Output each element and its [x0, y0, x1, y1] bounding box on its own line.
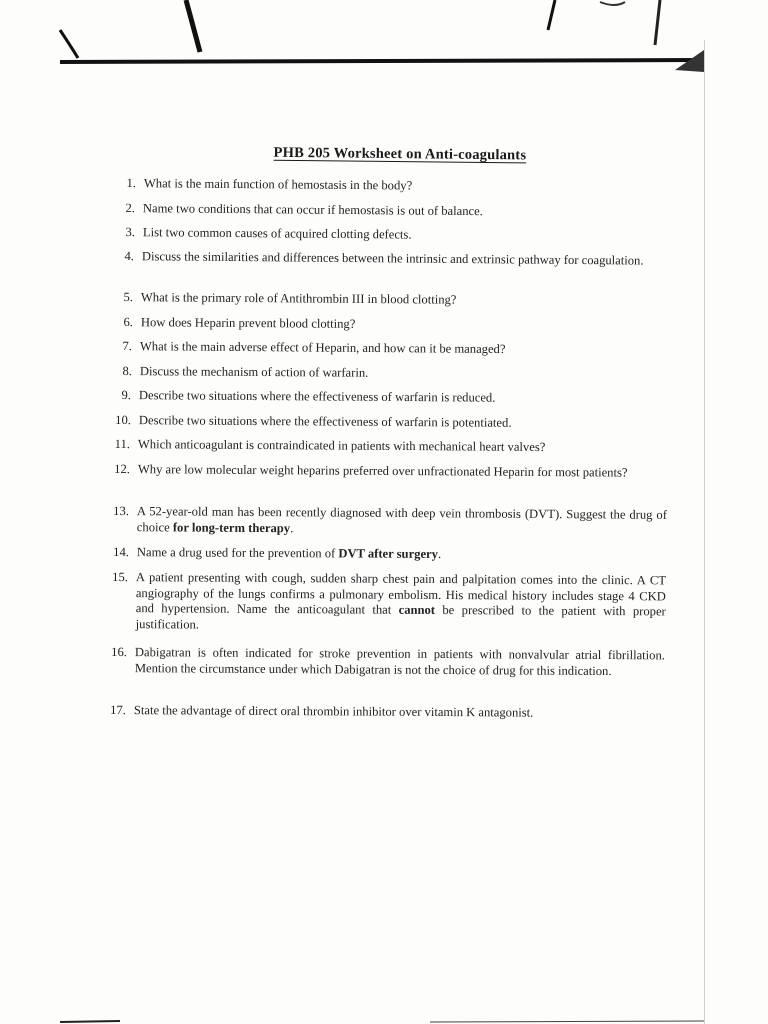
question-item — [115, 388, 675, 405]
question-item — [119, 225, 679, 242]
question-number: 15. — [112, 570, 128, 585]
question-number: 3. — [125, 225, 135, 240]
question-bold-text: DVT after surgery — [338, 546, 439, 561]
question-item — [116, 339, 676, 357]
worksheet-title: PHB 205 Worksheet on Anti-coagulants — [273, 144, 527, 164]
question-number: 10. — [115, 413, 131, 428]
question-text: Discuss the similarities and differences between the intrinsic and extrinsic pathway for coagulation. — [141, 249, 644, 268]
question-item — [118, 249, 678, 268]
question-item — [114, 462, 674, 480]
question-number: 12. — [114, 462, 130, 477]
question-text: Name two conditions that can occur if hemostasis is out of balance. — [142, 201, 483, 219]
question-item — [116, 364, 676, 380]
question-number: 13. — [113, 504, 129, 519]
question-text: Describe two situations where the effectiveness of warfarin is potentiated. — [138, 413, 512, 430]
question-item — [113, 545, 673, 562]
question-number: 7. — [122, 339, 132, 354]
question-item — [112, 570, 672, 632]
question-text-part: . — [437, 546, 442, 562]
question-number: 5. — [123, 290, 133, 305]
question-number: 9. — [121, 388, 131, 403]
question-text-part: be prescribed to the patient with proper justification. — [135, 602, 666, 632]
question-item — [119, 201, 679, 219]
question-number: 14. — [113, 545, 129, 560]
question-text: State the advantage of direct oral thrombin inhibitor over vitamin K antagonist. — [133, 703, 534, 720]
question-text — [137, 504, 667, 539]
question-number: 11. — [114, 437, 130, 452]
question-number: 17. — [110, 703, 126, 718]
question-number: 2. — [125, 201, 135, 216]
question-number: 6. — [123, 315, 133, 330]
question-bold-text: for long-term therapy — [172, 519, 291, 535]
question-text: How does Heparin prevent blood clotting? — [140, 315, 356, 331]
question-text — [136, 570, 666, 635]
question-text-part: A patient presenting with cough, sudden sharp chest pain and palpitation comes into the clinic. A CT angiography of the lungs confirms a pulmonary embolism. His medical history includes stage 4 CKD and hypertension. Name the anticoagulant that — [135, 570, 666, 617]
question-text: List two common causes of acquired clotting defects. — [142, 225, 412, 242]
question-number: 1. — [126, 176, 136, 191]
question-number: 16. — [111, 645, 127, 660]
question-bold-text: cannot — [398, 602, 436, 617]
question-text: Dabigatran is often indicated for stroke prevention in patients with nonvalvular atrial fibrillation. Mention the circumstance under which Dabigatran is not the choice of drug for this indication. — [134, 645, 665, 678]
page-right-edge — [704, 40, 705, 1024]
question-text: What is the main adverse effect of Heparin, and how can it be managed? — [139, 339, 506, 357]
question-text: Discuss the mechanism of action of warfarin. — [139, 364, 369, 380]
question-item — [120, 176, 680, 193]
question-item — [113, 504, 673, 535]
question-text-part: Name a drug used for the prevention of — [136, 545, 339, 561]
question-text — [137, 545, 667, 564]
question-number: 4. — [124, 249, 134, 264]
question-item — [115, 413, 675, 430]
question-item — [110, 703, 670, 720]
question-text: What is the primary role of Antithrombin III in blood clotting? — [140, 290, 457, 307]
question-item — [117, 290, 677, 307]
question-text-part: . — [290, 520, 294, 535]
question-item — [111, 645, 671, 678]
question-text: Why are low molecular weight heparins preferred over unfractionated Heparin for most patients? — [137, 462, 628, 480]
question-item — [114, 437, 674, 455]
question-text-part: A 52-year-old man has been recently diagnosed with deep vein thrombosis (DVT). Suggest the drug of choice — [136, 504, 667, 534]
question-text: Which anticoagulant is contraindicated in patients with mechanical heart valves? — [137, 437, 546, 455]
question-item — [117, 315, 677, 331]
question-text: Describe two situations where the effectiveness of warfarin is reduced. — [138, 388, 496, 405]
question-text: What is the main function of hemostasis in the body? — [143, 176, 413, 193]
question-number: 8. — [122, 364, 132, 379]
